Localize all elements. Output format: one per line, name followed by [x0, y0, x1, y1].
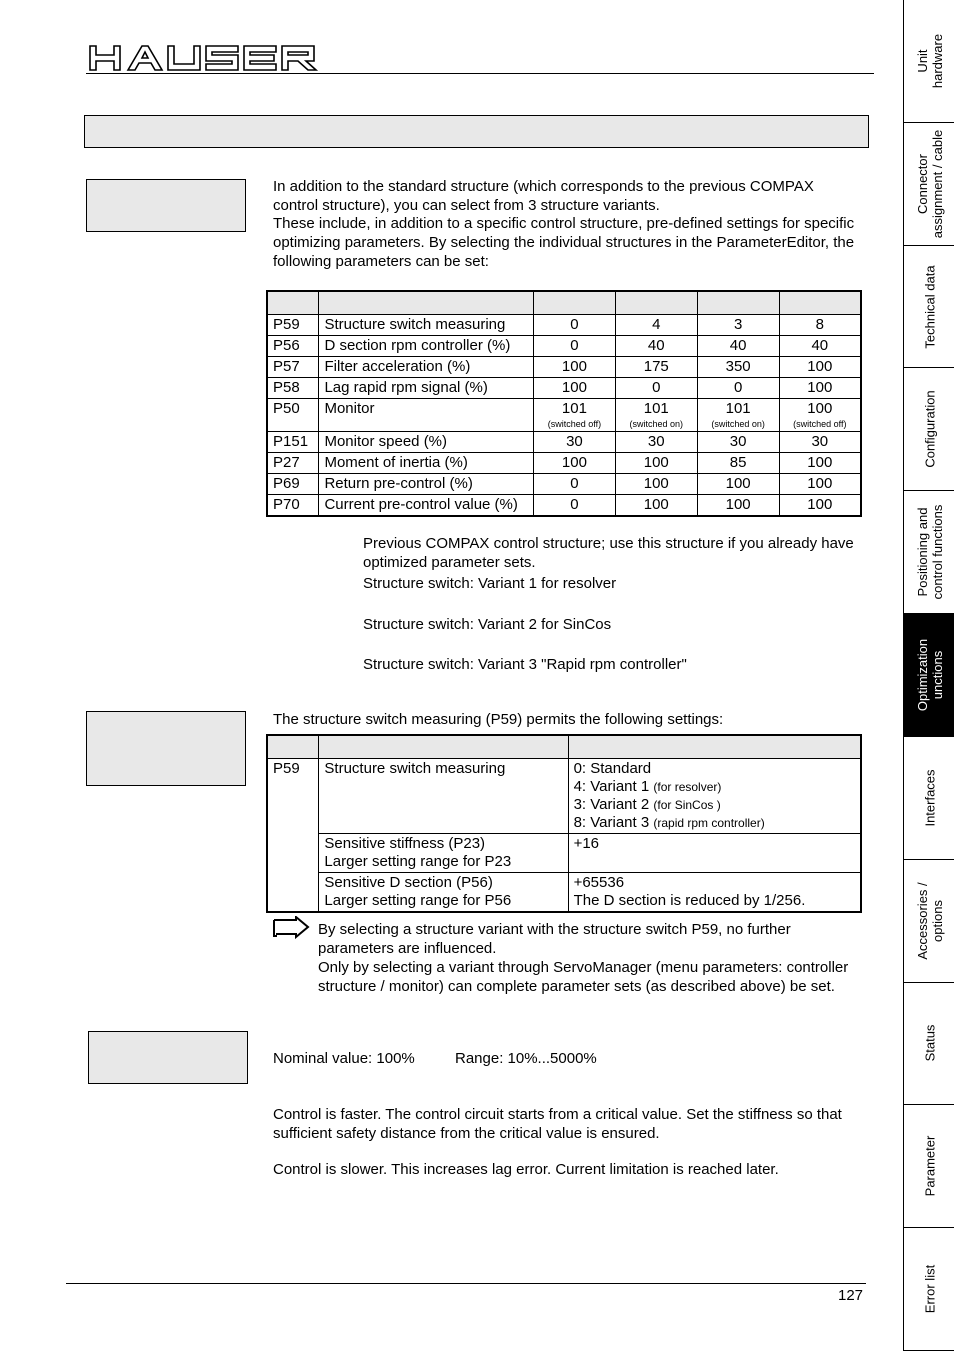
settings-cell — [568, 759, 861, 834]
tab-label-line: assignment / cable — [929, 129, 945, 238]
value: 30 — [647, 433, 665, 450]
table-row — [267, 759, 861, 834]
value-cell — [615, 336, 697, 357]
setting-sub: (rapid rpm controller) — [653, 816, 765, 830]
value: 101 — [643, 400, 669, 417]
table-row — [267, 399, 861, 432]
note-line-1: By selecting a structure variant with the structure switch P59, no further parameters are influenced. — [318, 921, 791, 957]
param-name-cell: Return pre-control (%) — [319, 474, 534, 495]
value-cell — [697, 357, 779, 378]
tab-label-line: Unit — [914, 49, 930, 73]
range-value: Range: 10%...5000% — [455, 1050, 597, 1067]
value-cell — [615, 357, 697, 378]
param-name-cell: Structure switch measuring — [319, 759, 568, 834]
slower-text: Control is slower. This increases lag error. Current limitation is reached later. — [273, 1161, 779, 1178]
variant-2-desc: Structure switch: Variant 2 for SinCos — [363, 616, 612, 633]
value: 100 — [807, 496, 833, 513]
value: 100 — [807, 400, 833, 417]
variant-3-desc: Structure switch: Variant 3 "Rapid rpm controller" — [363, 656, 687, 673]
value: 0 — [570, 337, 579, 354]
value: 0 — [570, 316, 579, 333]
table-row — [267, 873, 861, 913]
chapter-tab[interactable] — [904, 1228, 954, 1351]
param-name-cell: Monitor speed (%) — [319, 432, 534, 453]
chapter-tab[interactable] — [904, 737, 954, 860]
param-cell: P50 — [267, 399, 319, 432]
value-line: The D section is reduced by 1/256. — [573, 892, 806, 909]
chapter-tab-label — [915, 505, 945, 600]
value: 3 — [733, 316, 743, 333]
value-cell — [533, 336, 615, 357]
value: 101 — [561, 400, 587, 417]
value-cell — [779, 453, 861, 474]
value: 101 — [725, 400, 751, 417]
value-note: (switched off) — [793, 419, 847, 429]
table-row — [267, 357, 861, 378]
value-cell — [615, 453, 697, 474]
value: 100 — [643, 454, 669, 471]
value: 40 — [647, 337, 665, 354]
side-label-box — [86, 179, 246, 232]
value: 100 — [725, 475, 751, 492]
value: 100 — [643, 475, 669, 492]
chapter-tab-label — [922, 1136, 937, 1197]
chapter-tab[interactable] — [904, 983, 954, 1106]
value-cell — [697, 495, 779, 517]
table-row — [267, 495, 861, 517]
value-cell — [697, 453, 779, 474]
param-cell: P57 — [267, 357, 319, 378]
chapter-tab[interactable] — [904, 246, 954, 369]
param-cell: P70 — [267, 495, 319, 517]
value: 100 — [807, 358, 833, 375]
standard-structure-desc: Previous COMPAX control structure; use this structure if you already have optimized parameter sets. — [363, 535, 854, 571]
value-cell — [533, 357, 615, 378]
value-cell — [779, 474, 861, 495]
value-cell — [615, 432, 697, 453]
tab-label-line: Connector — [914, 153, 930, 214]
param-cell: P27 — [267, 453, 319, 474]
table-row — [267, 336, 861, 357]
tab-label-line: unctions — [929, 650, 945, 700]
param-name-cell: Structure switch measuring — [319, 315, 534, 336]
chapter-tab[interactable] — [904, 123, 954, 246]
value-note: (switched off) — [547, 419, 602, 429]
value-line: +65536 — [573, 874, 625, 891]
setting-sub: (for resolver) — [653, 780, 722, 794]
value: 100 — [561, 379, 587, 396]
value: 4 — [652, 316, 661, 333]
value: 0 — [570, 496, 579, 513]
chapter-tabs — [903, 0, 954, 1351]
table-row — [267, 474, 861, 495]
param-cell: P59 — [267, 315, 319, 336]
value: 40 — [811, 337, 829, 354]
value: 85 — [729, 454, 747, 471]
setting-main: 0: Standard — [573, 760, 652, 777]
value: 30 — [566, 433, 583, 450]
tab-label-line: Interfaces — [922, 769, 937, 827]
hauser-logo — [88, 44, 332, 72]
tab-label-line: Error list — [922, 1264, 937, 1314]
value-cell — [533, 495, 615, 517]
param-cell: P58 — [267, 378, 319, 399]
param-name-cell: Monitor — [319, 399, 534, 432]
value-cell — [533, 453, 615, 474]
value: 40 — [729, 337, 747, 354]
value: 0 — [652, 379, 661, 396]
chapter-tab-label — [922, 391, 937, 468]
nominal-value: Nominal value: 100% — [273, 1050, 415, 1067]
param-name-cell — [319, 873, 568, 913]
value-cell — [779, 495, 861, 517]
param-name-cell: D section rpm controller (%) — [319, 336, 534, 357]
value-cell — [533, 399, 615, 432]
chapter-tab-label — [922, 265, 937, 348]
note-arrow-icon — [271, 916, 313, 940]
value-cell — [568, 873, 861, 913]
value-note: (switched on) — [629, 419, 684, 429]
chapter-tab[interactable] — [904, 1105, 954, 1228]
param-name-cell: Moment of inertia (%) — [319, 453, 534, 474]
value: 0 — [570, 475, 579, 492]
chapter-tab-label — [915, 882, 945, 959]
value-cell — [615, 399, 697, 432]
name-line: Sensitive stiffness (P23) — [324, 835, 486, 852]
setting-main: 8: Variant 3 — [573, 814, 650, 831]
table-row — [267, 378, 861, 399]
value-cell — [779, 336, 861, 357]
value-cell — [533, 378, 615, 399]
param-cell: P56 — [267, 336, 319, 357]
tab-label-line: Accessories / — [914, 881, 930, 960]
tab-label-line: Configuration — [922, 390, 937, 469]
table-header-row — [267, 735, 861, 759]
setting-main: 3: Variant 2 — [573, 796, 650, 813]
value: 30 — [811, 433, 829, 450]
note-text — [318, 920, 858, 996]
setting-option — [574, 814, 855, 832]
page-number: 127 — [838, 1287, 864, 1304]
setting-sub: (for SinCos ) — [653, 798, 721, 812]
value-cell: +16 — [568, 834, 861, 873]
side-label-box — [86, 711, 246, 786]
value-cell — [615, 315, 697, 336]
chapter-tab-label — [922, 769, 937, 826]
value-note: (switched on) — [711, 419, 765, 429]
value-cell — [533, 474, 615, 495]
value: 30 — [729, 433, 747, 450]
value-cell — [697, 399, 779, 432]
tab-label-line: control functions — [929, 504, 945, 600]
value-cell — [697, 474, 779, 495]
value: 100 — [561, 358, 587, 375]
value: 350 — [725, 358, 751, 375]
table-header-row — [267, 291, 861, 315]
switch-intro-text: The structure switch measuring (P59) permits the following settings: — [273, 711, 724, 728]
value-cell — [697, 336, 779, 357]
name-line: Sensitive D section (P56) — [324, 874, 493, 891]
structure-switch-table — [266, 734, 862, 913]
tab-label-line: Parameter — [922, 1135, 937, 1197]
value-cell — [779, 378, 861, 399]
param-name-cell: Current pre-control value (%) — [319, 495, 534, 517]
tab-label-line: options — [929, 899, 945, 942]
value: 100 — [807, 454, 833, 471]
value: 100 — [561, 454, 587, 471]
chapter-tab-label — [915, 130, 945, 238]
chapter-tab-label — [922, 1025, 937, 1062]
value-cell — [779, 432, 861, 453]
value: 100 — [807, 379, 833, 396]
setting-option — [574, 760, 855, 778]
param-cell: P151 — [267, 432, 319, 453]
value: 100 — [643, 496, 669, 513]
value: 175 — [643, 358, 669, 375]
value: 100 — [725, 496, 751, 513]
structure-parameter-table — [266, 290, 862, 517]
value-cell — [779, 357, 861, 378]
intro-paragraph-2: These include, in addition to a specific control structure, pre-defined settings for specific optimizing parameters. By selecting the individual structures in the ParameterEditor, the following parameters can be set: — [273, 215, 855, 270]
param-name-cell: Lag rapid rpm signal (%) — [319, 378, 534, 399]
name-line: Larger setting range for P23 — [324, 853, 512, 870]
tab-label-line: hardware — [929, 33, 945, 89]
chapter-tab[interactable] — [904, 368, 954, 491]
tab-label-line: Positioning and — [914, 507, 930, 597]
name-line: Larger setting range for P56 — [324, 892, 512, 909]
setting-option — [574, 796, 855, 814]
tab-label-line: Optimization — [914, 638, 930, 712]
value-cell — [779, 315, 861, 336]
chapter-tab[interactable] — [904, 860, 954, 983]
table-row — [267, 453, 861, 474]
param-cell: P59 — [267, 759, 319, 913]
variant-1-desc: Structure switch: Variant 1 for resolver — [363, 575, 617, 592]
table-row — [267, 315, 861, 336]
value-cell — [697, 315, 779, 336]
intro-paragraph-1: In addition to the standard structure (which corresponds to the previous COMPAX control structure), you can select from 3 structure variants. — [273, 178, 814, 214]
section-heading-bar — [84, 115, 869, 148]
note-line-2: Only by selecting a variant through ServoManager (menu parameters: controller structure / monitor) can complete parameter sets (as described above) be set. — [318, 959, 849, 995]
param-name-cell: Filter acceleration (%) — [319, 357, 534, 378]
chapter-tab[interactable] — [904, 0, 954, 123]
param-name-cell — [319, 834, 568, 873]
tab-label-line: Technical data — [922, 264, 937, 349]
value-cell — [533, 432, 615, 453]
value-cell — [615, 495, 697, 517]
value: 8 — [815, 316, 824, 333]
value-cell — [615, 474, 697, 495]
intro-text — [273, 178, 863, 272]
side-label-box — [88, 1031, 248, 1084]
value-cell — [615, 378, 697, 399]
param-cell: P69 — [267, 474, 319, 495]
value: 0 — [733, 379, 743, 396]
value-cell — [779, 399, 861, 432]
value-cell — [697, 378, 779, 399]
chapter-tab-label — [922, 1265, 937, 1313]
faster-text: Control is faster. The control circuit starts from a critical value. Set the stiffness so that sufficient safety distance from the critical value is ensured. — [273, 1106, 842, 1142]
chapter-tab[interactable] — [904, 491, 954, 614]
header-rule — [86, 73, 874, 74]
footer-rule — [66, 1283, 866, 1284]
setting-main: 4: Variant 1 — [573, 778, 650, 795]
table-row — [267, 432, 861, 453]
tab-label-line: Status — [922, 1025, 937, 1062]
table-row — [267, 834, 861, 873]
setting-option — [574, 778, 855, 796]
chapter-tab-label — [915, 639, 945, 711]
chapter-tab-label — [915, 34, 945, 88]
chapter-tab[interactable] — [904, 614, 954, 737]
value-cell — [697, 432, 779, 453]
value: 100 — [807, 475, 833, 492]
value-cell — [533, 315, 615, 336]
